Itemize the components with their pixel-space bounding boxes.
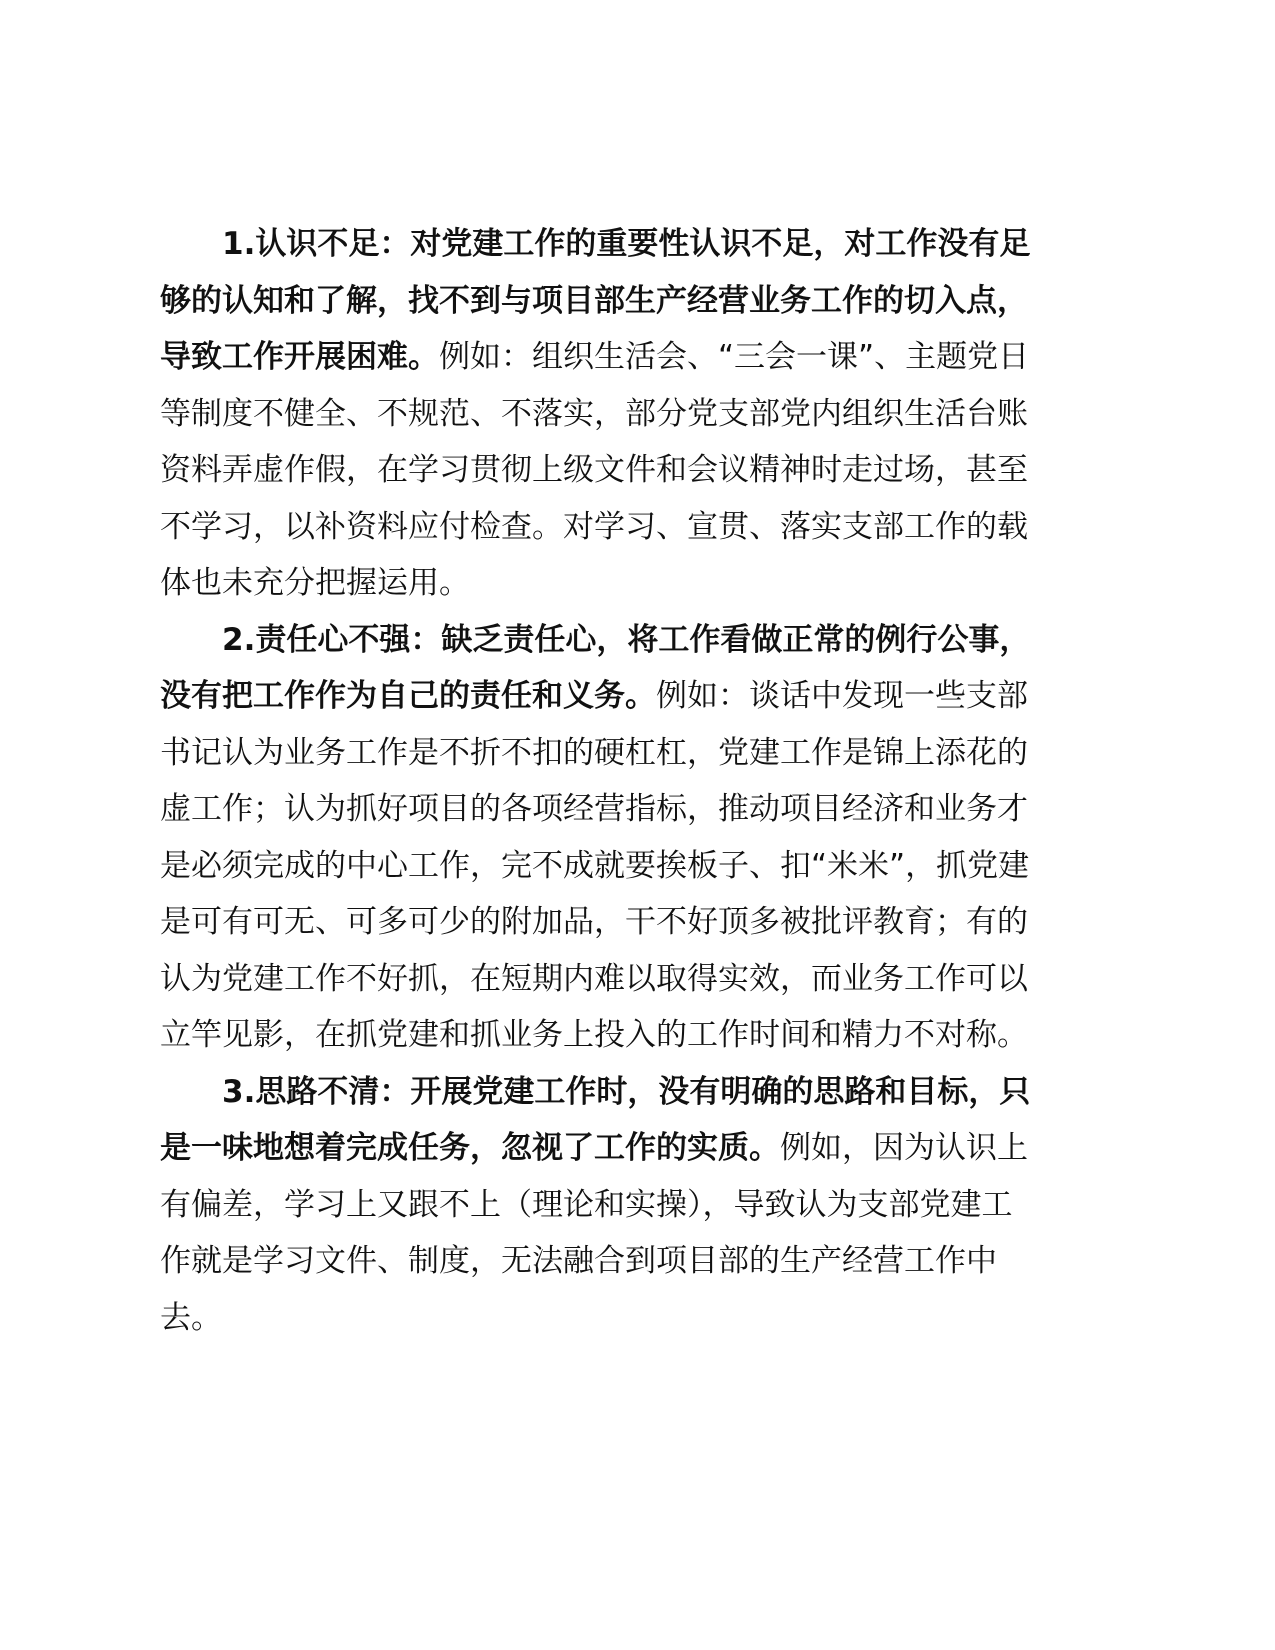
paragraph-1-line-4 <box>160 386 1050 443</box>
body-text: 作就是学习文件、制度，无法融合到项目部的生产经营工作中 <box>160 1243 997 1279</box>
bold-text: 是一味地想着完成任务，忽视了工作的实质。 <box>160 1130 780 1166</box>
paragraph-3-line-3 <box>160 1177 1050 1234</box>
body-text: 不学习，以补资料应付检查。对学习、宣贯、落实支部工作的载 <box>160 508 1028 545</box>
paragraph-2-line-6 <box>160 894 1050 951</box>
paragraph-3-line-5 <box>160 1290 1050 1347</box>
paragraph-2-line-2 <box>160 668 1050 725</box>
body-text: 去。 <box>160 1299 222 1336</box>
paragraph-2-line-7 <box>160 951 1050 1008</box>
body-text: 例如：谈话中发现一些支部 <box>656 678 1028 714</box>
bold-text: 没有把工作作为自己的责任和义务。 <box>160 678 656 714</box>
body-text: 是可有可无、可多可少的附加品，干不好顶多被批评教育；有的 <box>160 904 1028 940</box>
paragraph-1-line-2 <box>160 273 1050 330</box>
body-text: 体也未充分把握运用。 <box>160 565 470 601</box>
paragraph-1-line-3 <box>160 329 1050 386</box>
paragraph-1-line-7 <box>160 555 1050 612</box>
document-body <box>160 216 1050 1346</box>
bold-text: 2.责任心不强：缺乏责任心，将工作看做正常的例行公事， <box>222 621 1031 658</box>
bold-text: 导致工作开展困难。 <box>160 339 439 375</box>
paragraph-3-line-1 <box>160 1064 1050 1121</box>
paragraph-1-line-6 <box>160 499 1050 556</box>
body-text: 等制度不健全、不规范、不落实，部分党支部党内组织生活台账 <box>160 395 1028 432</box>
paragraph-3-line-2 <box>160 1120 1050 1177</box>
body-text: 虚工作；认为抓好项目的各项经营指标，推动项目经济和业务才 <box>160 791 1028 827</box>
paragraph-2-line-5 <box>160 838 1050 895</box>
paragraph-1-line-5 <box>160 442 1050 499</box>
bold-text: 3.思路不清：开展党建工作时，没有明确的思路和目标，只 <box>222 1073 1031 1110</box>
body-text: 有偏差，学习上又跟不上（理论和实操），导致认为支部党建工 <box>160 1186 1013 1223</box>
paragraph-3-line-4 <box>160 1233 1050 1290</box>
body-text: 认为党建工作不好抓，在短期内难以取得实效，而业务工作可以 <box>160 960 1028 997</box>
body-text: 立竿见影，在抓党建和抓业务上投入的工作时间和精力不对称。 <box>160 1017 1028 1053</box>
body-text: 资料弄虚作假，在学习贯彻上级文件和会议精神时走过场，甚至 <box>160 452 1028 488</box>
paragraph-2-line-1 <box>160 612 1050 669</box>
body-text: 例如，因为认识上 <box>780 1130 1028 1166</box>
body-text: 例如：组织生活会、“三会一课”、主题党日 <box>439 339 1030 375</box>
bold-text: 够的认知和了解，找不到与项目部生产经营业务工作的切入点， <box>160 282 1028 319</box>
paragraph-1-line-1 <box>160 216 1050 273</box>
bold-text: 1.认识不足：对党建工作的重要性认识不足，对工作没有足 <box>222 226 1031 262</box>
paragraph-2-line-4 <box>160 781 1050 838</box>
body-text: 是必须完成的中心工作，完不成就要挨板子、扣“米米”，抓党建 <box>160 847 1030 884</box>
body-text: 书记认为业务工作是不折不扣的硬杠杠，党建工作是锦上添花的 <box>160 734 1028 771</box>
paragraph-2-line-8 <box>160 1007 1050 1064</box>
paragraph-2-line-3 <box>160 725 1050 782</box>
